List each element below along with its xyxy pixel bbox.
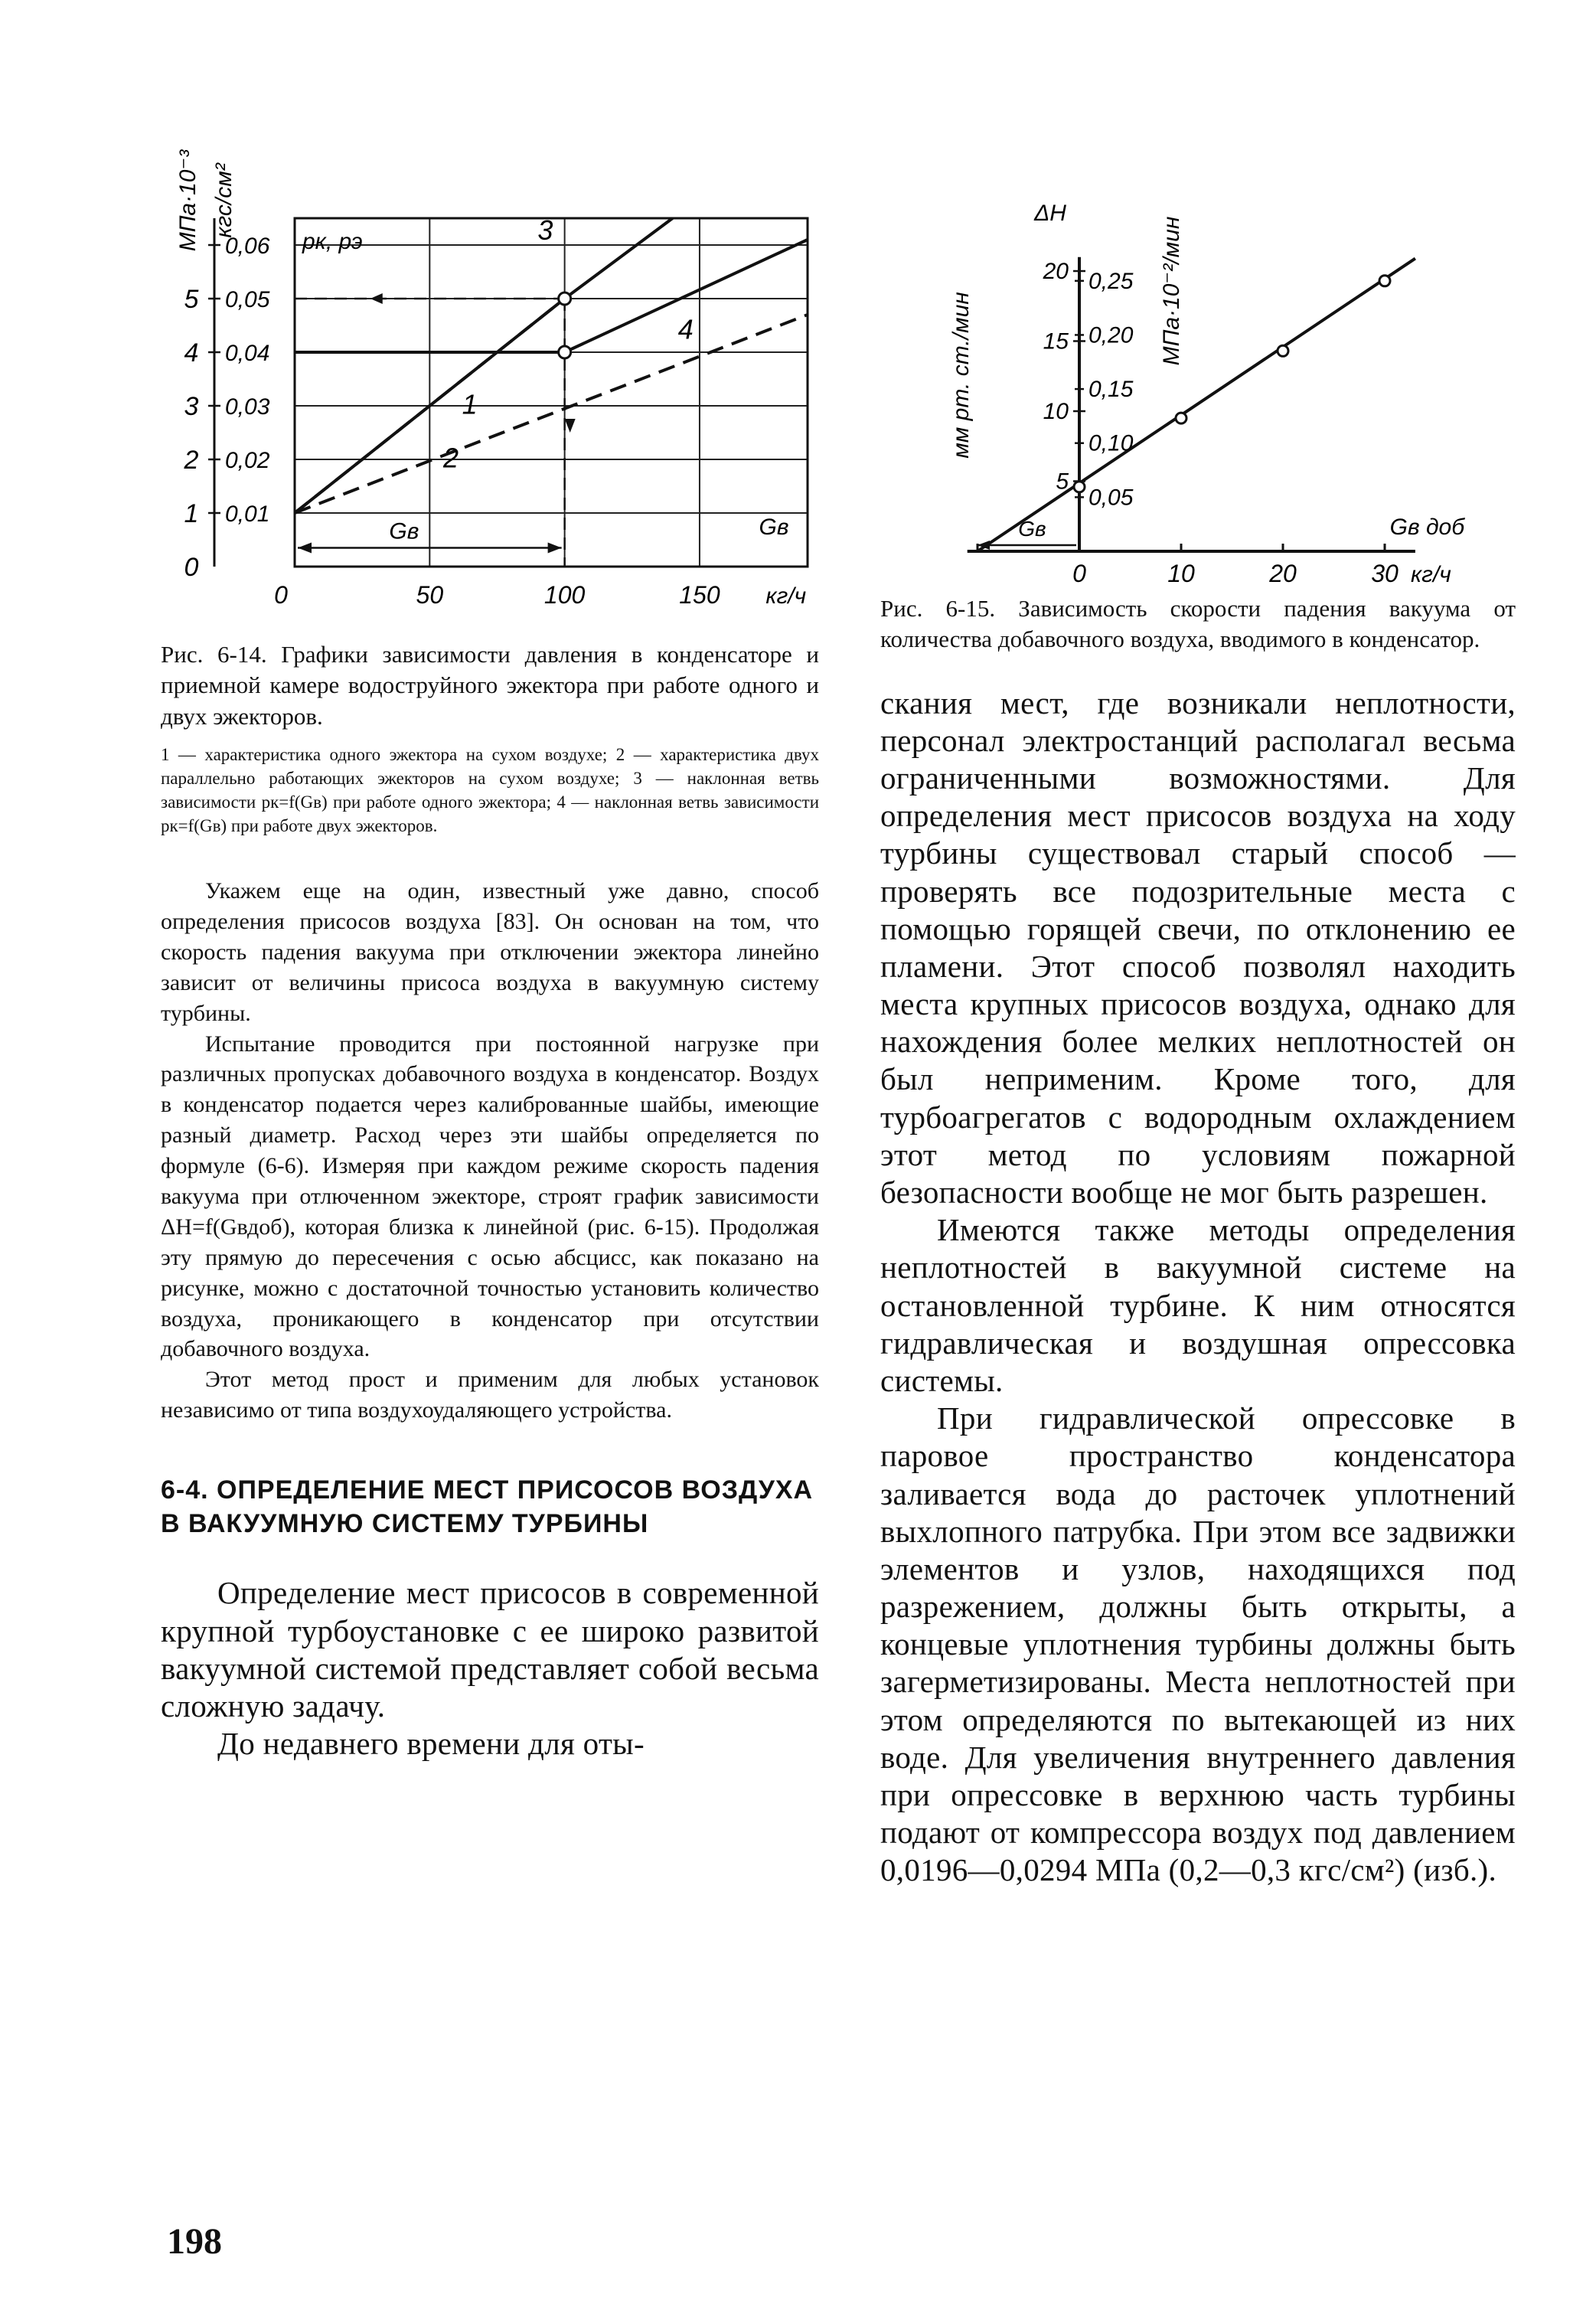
y-mpa-tick-label: 1	[184, 499, 199, 528]
chart-6-14	[161, 145, 819, 636]
series-line-2	[295, 315, 808, 513]
dh-axis-title: ΔH	[1034, 201, 1066, 226]
y-mpa-axis-title: МПа·10⁻³	[175, 149, 201, 252]
y-kgs-axis-title: кгс/см²	[211, 163, 237, 238]
right-column	[880, 191, 1516, 1890]
page-number: 198	[167, 2221, 222, 2262]
paragraph: Испытание проводится при постоянной нагрузке при различных пропусках добавочного воздуха в конденсатор. Воздух в конденсатор подается через калиброванные шайбы, имеющие разный диаметр. Расход через эти шайбы определяется по формуле (6-6). Измеряя при каждом режиме скорость падения вакуума при отлюченном эжекторе, строят график зависимости ΔH=f(Gвдоб), которая близка к линейной (рис. 6-15). Продолжая эту прямую до пересечения с осью абсцисс, как показано на рисунке, можно с достаточной точностью установить количество воздуха, проникающего в конденсатор при отсутствии добавочного воздуха.	[161, 1031, 819, 1362]
x-tick-label: 30	[1371, 560, 1399, 587]
x-tick-label: 100	[543, 581, 586, 609]
y-kgs-tick-label: 0,04	[225, 341, 270, 366]
data-point	[1176, 413, 1186, 423]
figure-6-14-caption: Рис. 6-14. Графики зависимости давления в конденсаторе и приемной камере водоструйного эжектора при работе одного и двух эжекторов.	[161, 641, 819, 730]
x-tick-label: 50	[416, 581, 444, 609]
x-tick-label: 20	[1269, 560, 1297, 587]
y-mpa-tick-label: 0	[184, 553, 199, 582]
y-mpa-tick-label: 0,15	[1088, 377, 1134, 403]
figure-6-15	[880, 191, 1516, 655]
chart-6-15	[880, 191, 1516, 590]
curve-label: 3	[537, 214, 553, 246]
arrow-left-icon	[298, 543, 312, 554]
y-kgs-tick-label: 0,01	[225, 502, 270, 527]
gv-label: Gв	[389, 518, 419, 544]
y-mpa-tick-label: 0,10	[1088, 430, 1134, 456]
gv-axis-label: Gв	[759, 515, 789, 540]
curve-label: 1	[462, 388, 478, 420]
y-mpa-tick-label: 0,05	[1088, 485, 1134, 511]
section-heading: 6-4. ОПРЕДЕЛЕНИЕ МЕСТ ПРИСОСОВ ВОЗДУХА В ВАКУУМНУЮ СИСТЕМУ ТУРБИНЫ	[161, 1475, 814, 1539]
y-mpa-tick-label: 4	[184, 338, 199, 368]
paragraph: При гидравлической опрессовке в паровое пространство конденсатора заливается вода до расточек уплотнений выхлопного патрубка. При этом все задвижки элементов и узлов, находящихся под разрежением, должны быть открыты, а концевые уплотнения турбины должны быть загерметизированы. Места неплотностей при этом определяются по вытекающей из них воде. Для увеличения внутреннего давления при опрессовке в верхнюю часть турбины подают от компрессора воздух под давлением 0,0196—0,0294 МПа (0,2—0,3 кгс/см²) (изб.).	[880, 1400, 1516, 1888]
left-section-text	[161, 1574, 819, 1763]
x-unit-label: кг/ч	[765, 583, 807, 609]
paragraph: Этот метод прост и применим для любых установок независимо от типа воздухоудаляющего устройства.	[161, 1367, 819, 1423]
curve-label: 4	[677, 313, 694, 345]
arrow-right-icon	[548, 543, 562, 554]
y-mpa-tick-label: 5	[184, 285, 199, 314]
arrow-down-icon	[565, 419, 576, 433]
figure-6-14-legend: 1 — характеристика одного эжектора на сухом воздухе; 2 — характеристика двух параллельно работающих эжекторов на сухом воздухе; 3 — наклонная ветвь зависимости рк=f(Gв) при работе одного эжектора; 4 — наклонная ветвь зависимости рк=f(Gв) при работе двух эжекторов.	[161, 744, 819, 836]
y-mpa-tick-label: 0,25	[1088, 268, 1134, 294]
left-body-text	[161, 876, 819, 1426]
left-column	[161, 145, 819, 1763]
paragraph: Имеются также методы определения неплотностей в вакуумной системе на остановленной турбине. К ним относятся гидравлическая и воздушная опрессовка системы.	[880, 1212, 1516, 1398]
y-mpa-tick-label: 0,20	[1088, 322, 1134, 348]
y-kgs-tick-label: 0,03	[225, 394, 270, 420]
y-mm-tick-label: 5	[1056, 469, 1069, 495]
plot-frame	[295, 218, 808, 567]
y-mm-axis-title: мм рт. ст./мин	[948, 292, 974, 459]
pressure-label: рк, рэ	[302, 229, 363, 254]
data-point	[559, 346, 571, 358]
paragraph: Определение мест присосов в современной крупной турбоустановке с ее широко развитой вакуумной системой представляет собой весьма сложную задачу.	[161, 1575, 819, 1724]
y-kgs-tick-label: 0,02	[225, 448, 270, 473]
data-point	[1379, 276, 1390, 286]
paragraph: Укажем еще на один, известный уже давно, способ определения присосов воздуха [83]. Он основан на том, что скорость падения вакуума при отключении эжектора линейно зависит от величины присоса воздуха в вакуумную систему турбины.	[161, 878, 819, 1026]
arrow-right-icon	[370, 293, 383, 304]
x-unit-label: кг/ч	[1411, 562, 1451, 587]
figure-6-15-caption: Рис. 6-15. Зависимость скорости падения вакуума от количества добавочного воздуха, вводимого в конденсатор.	[880, 595, 1516, 653]
paragraph: скания мест, где возникали неплотности, персонал электростанций располагал весьма ограниченными возможностями. Для определения мест присосов воздуха на ходу турбины существовал старый способ — проверять все подозрительные места с помощью горящей свечи, по отклонению ее пламени. Этот способ позволял находить места крупных присосов воздуха, однако для нахождения более мелких неплотностей он был неприменим. Кроме того, для турбоагрегатов с водородным охлаждением этот метод по условиям пожарной безопасности вообще не мог быть разрешен.	[880, 685, 1516, 1211]
x-tick-label: 0	[274, 581, 288, 609]
paragraph: До недавнего времени для оты-	[217, 1726, 645, 1762]
y-kgs-tick-label: 0,05	[225, 287, 270, 312]
y-mpa-tick-label: 2	[184, 446, 199, 475]
right-body-text	[880, 685, 1516, 1890]
x-tick-label: 0	[1072, 560, 1086, 587]
series-line-3	[295, 218, 673, 513]
y-mm-tick-label: 10	[1043, 399, 1069, 424]
series-line-4	[295, 240, 808, 352]
curve-label: 2	[442, 442, 459, 474]
data-point	[1074, 482, 1085, 492]
y-mpa-axis-title: МПа·10⁻²/мин	[1159, 216, 1184, 366]
gv-label: Gв	[1018, 517, 1046, 541]
figure-6-14	[161, 145, 819, 838]
data-point	[559, 292, 571, 305]
data-point	[1278, 345, 1288, 356]
y-mm-tick-label: 15	[1043, 328, 1069, 355]
y-mm-tick-label: 20	[1043, 259, 1069, 284]
y-kgs-tick-label: 0,06	[225, 234, 270, 259]
x-tick-label: 150	[679, 581, 720, 609]
y-mpa-tick-label: 3	[184, 392, 199, 421]
gv-dob-label: Gв доб	[1389, 515, 1465, 540]
x-tick-label: 10	[1167, 560, 1195, 587]
